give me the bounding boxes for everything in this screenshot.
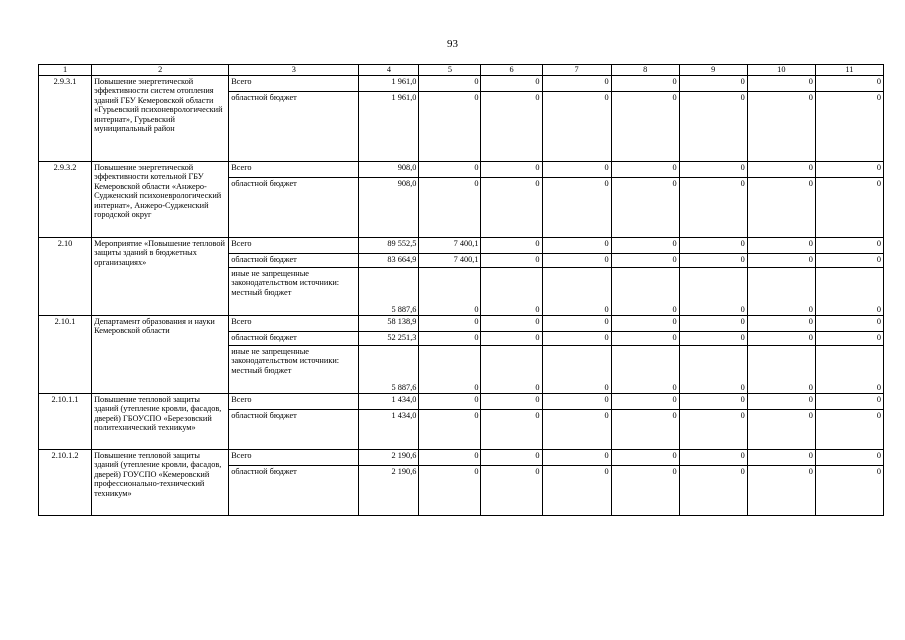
value-cell: 5 887,6	[359, 346, 419, 394]
funding-source	[229, 332, 359, 346]
value-cell: 0	[679, 394, 747, 410]
value-cell: 0	[481, 178, 542, 238]
item-code: 2.10.1	[39, 316, 92, 394]
value-cell: 7 400,1	[419, 238, 481, 254]
value-cell: 0	[419, 162, 481, 178]
value-cell: 0	[481, 162, 542, 178]
item-code: 2.10.1.2	[39, 450, 92, 516]
value-cell: 0	[815, 268, 883, 316]
value-cell: 0	[679, 76, 747, 92]
funding-source	[229, 268, 359, 316]
funding-source	[229, 162, 359, 178]
value-cell: 0	[611, 410, 679, 450]
funding-source-sublabel: местный бюджет	[231, 365, 292, 375]
value-cell: 0	[419, 92, 481, 162]
value-cell: 0	[542, 450, 611, 466]
budget-table	[38, 64, 884, 516]
value-cell: 0	[679, 410, 747, 450]
column-header: 5	[419, 65, 481, 76]
value-cell: 0	[419, 76, 481, 92]
value-cell: 0	[419, 466, 481, 516]
table-row	[39, 316, 884, 332]
value-cell: 58 138,9	[359, 316, 419, 332]
value-cell: 0	[419, 332, 481, 346]
value-cell: 0	[542, 178, 611, 238]
value-cell: 0	[481, 92, 542, 162]
value-cell: 0	[747, 92, 815, 162]
value-cell: 0	[747, 394, 815, 410]
value-cell: 0	[611, 332, 679, 346]
funding-source	[229, 76, 359, 92]
table-row	[39, 450, 884, 466]
value-cell: 0	[747, 238, 815, 254]
item-name: Повышение энергетической эффективности систем отопления зданий ГБУ Кемеровской области «Гурьевский психоневрологический интернат», Гурьевский муниципальный район	[92, 76, 229, 162]
funding-source-label: областной бюджет	[231, 333, 297, 342]
value-cell: 0	[747, 450, 815, 466]
column-header: 11	[815, 65, 883, 76]
table-row	[39, 162, 884, 178]
funding-source	[229, 346, 359, 394]
funding-source-label: Всего	[231, 239, 252, 248]
value-cell: 0	[815, 238, 883, 254]
value-cell: 0	[481, 332, 542, 346]
value-cell: 0	[611, 394, 679, 410]
value-cell: 0	[481, 254, 542, 268]
value-cell: 0	[542, 238, 611, 254]
value-cell: 0	[481, 316, 542, 332]
value-cell: 0	[747, 316, 815, 332]
funding-source-label: иные не запрещенные законодательством источники:	[231, 347, 340, 366]
value-cell: 0	[542, 76, 611, 92]
value-cell: 1 961,0	[359, 76, 419, 92]
value-cell: 0	[611, 346, 679, 394]
funding-source	[229, 238, 359, 254]
funding-source-label: Всего	[231, 77, 252, 86]
value-cell: 0	[419, 450, 481, 466]
value-cell: 0	[815, 410, 883, 450]
value-cell: 0	[679, 316, 747, 332]
value-cell: 0	[611, 466, 679, 516]
value-cell: 0	[611, 268, 679, 316]
value-cell: 0	[419, 268, 481, 316]
value-cell: 0	[747, 254, 815, 268]
column-header: 6	[481, 65, 542, 76]
value-cell: 0	[747, 410, 815, 450]
item-code: 2.9.3.2	[39, 162, 92, 238]
value-cell: 0	[542, 162, 611, 178]
value-cell: 0	[747, 268, 815, 316]
column-header: 9	[679, 65, 747, 76]
value-cell: 0	[419, 346, 481, 394]
value-cell: 0	[815, 162, 883, 178]
value-cell: 0	[542, 316, 611, 332]
value-cell: 0	[679, 346, 747, 394]
item-name: Департамент образования и науки Кемеровской области	[92, 316, 229, 394]
value-cell: 0	[679, 92, 747, 162]
value-cell: 0	[815, 346, 883, 394]
column-header: 3	[229, 65, 359, 76]
value-cell: 0	[679, 332, 747, 346]
value-cell: 0	[815, 92, 883, 162]
value-cell: 0	[679, 178, 747, 238]
funding-source	[229, 450, 359, 466]
value-cell: 0	[542, 346, 611, 394]
funding-source	[229, 254, 359, 268]
value-cell: 0	[611, 92, 679, 162]
column-header: 1	[39, 65, 92, 76]
value-cell: 0	[481, 268, 542, 316]
item-name: Повышение тепловой защиты зданий (утепление кровли, фасадов, дверей) ГОУСПО «Кемеровский профессионально-технический техникум»	[92, 450, 229, 516]
value-cell: 0	[679, 466, 747, 516]
page-number: 93	[447, 38, 458, 50]
value-cell: 0	[679, 162, 747, 178]
value-cell: 1 434,0	[359, 410, 419, 450]
funding-source	[229, 92, 359, 162]
value-cell: 0	[815, 332, 883, 346]
funding-source	[229, 410, 359, 450]
value-cell: 0	[611, 450, 679, 466]
value-cell: 0	[815, 76, 883, 92]
funding-source-label: Всего	[231, 395, 252, 404]
value-cell: 0	[679, 254, 747, 268]
value-cell: 0	[815, 394, 883, 410]
column-header: 7	[542, 65, 611, 76]
table-row	[39, 238, 884, 254]
value-cell: 0	[481, 76, 542, 92]
column-header: 2	[92, 65, 229, 76]
value-cell: 52 251,3	[359, 332, 419, 346]
value-cell: 0	[419, 410, 481, 450]
value-cell: 0	[611, 254, 679, 268]
funding-source-label: Всего	[231, 317, 252, 326]
value-cell: 0	[542, 466, 611, 516]
value-cell: 0	[815, 450, 883, 466]
value-cell: 0	[419, 178, 481, 238]
item-name: Повышение тепловой защиты зданий (утепление кровли, фасадов, дверей) ГБОУСПО «Березовский политехнический техникум»	[92, 394, 229, 450]
funding-source-label: Всего	[231, 451, 252, 460]
funding-source-label: Всего	[231, 163, 252, 172]
item-code: 2.10	[39, 238, 92, 316]
column-header: 4	[359, 65, 419, 76]
value-cell: 0	[481, 394, 542, 410]
funding-source-label: областной бюджет	[231, 255, 297, 264]
value-cell: 0	[747, 332, 815, 346]
value-cell: 7 400,1	[419, 254, 481, 268]
value-cell: 0	[815, 178, 883, 238]
funding-source-label: областной бюджет	[231, 93, 297, 102]
funding-source-label: иные не запрещенные законодательством источники:	[231, 269, 340, 288]
funding-source-label: областной бюджет	[231, 179, 297, 188]
value-cell: 0	[815, 316, 883, 332]
funding-source	[229, 394, 359, 410]
value-cell: 0	[542, 332, 611, 346]
value-cell: 1 961,0	[359, 92, 419, 162]
value-cell: 0	[419, 394, 481, 410]
value-cell: 0	[611, 178, 679, 238]
funding-source-sublabel: местный бюджет	[231, 287, 292, 297]
value-cell: 0	[481, 410, 542, 450]
value-cell: 0	[481, 346, 542, 394]
funding-source-label: областной бюджет	[231, 411, 297, 420]
value-cell: 0	[747, 76, 815, 92]
value-cell: 908,0	[359, 162, 419, 178]
value-cell: 0	[481, 466, 542, 516]
funding-source-label: областной бюджет	[231, 467, 297, 476]
value-cell: 0	[481, 450, 542, 466]
item-name: Повышение энергетической эффективности котельной ГБУ Кемеровской области «Анжеро-Судженский психоневрологический интернат», Анжеро-Судженский городской округ	[92, 162, 229, 238]
value-cell: 2 190,6	[359, 450, 419, 466]
value-cell: 908,0	[359, 178, 419, 238]
table-row	[39, 394, 884, 410]
value-cell: 5 887,6	[359, 268, 419, 316]
column-header: 10	[747, 65, 815, 76]
value-cell: 0	[679, 238, 747, 254]
value-cell: 0	[747, 346, 815, 394]
value-cell: 0	[542, 410, 611, 450]
value-cell: 0	[542, 92, 611, 162]
value-cell: 0	[542, 268, 611, 316]
value-cell: 0	[815, 466, 883, 516]
column-header: 8	[611, 65, 679, 76]
value-cell: 0	[747, 162, 815, 178]
value-cell: 0	[419, 316, 481, 332]
value-cell: 83 664,9	[359, 254, 419, 268]
value-cell: 0	[611, 316, 679, 332]
item-code: 2.9.3.1	[39, 76, 92, 162]
funding-source	[229, 178, 359, 238]
funding-source	[229, 466, 359, 516]
value-cell: 0	[815, 254, 883, 268]
value-cell: 0	[542, 254, 611, 268]
header-row	[39, 65, 884, 76]
table-row	[39, 76, 884, 92]
item-name: Мероприятие «Повышение тепловой защиты зданий в бюджетных организациях»	[92, 238, 229, 316]
value-cell: 89 552,5	[359, 238, 419, 254]
value-cell: 0	[542, 394, 611, 410]
item-code: 2.10.1.1	[39, 394, 92, 450]
value-cell: 0	[611, 238, 679, 254]
value-cell: 2 190,6	[359, 466, 419, 516]
value-cell: 0	[747, 178, 815, 238]
value-cell: 0	[679, 450, 747, 466]
value-cell: 0	[679, 268, 747, 316]
value-cell: 0	[747, 466, 815, 516]
value-cell: 1 434,0	[359, 394, 419, 410]
value-cell: 0	[611, 162, 679, 178]
value-cell: 0	[481, 238, 542, 254]
funding-source	[229, 316, 359, 332]
value-cell: 0	[611, 76, 679, 92]
